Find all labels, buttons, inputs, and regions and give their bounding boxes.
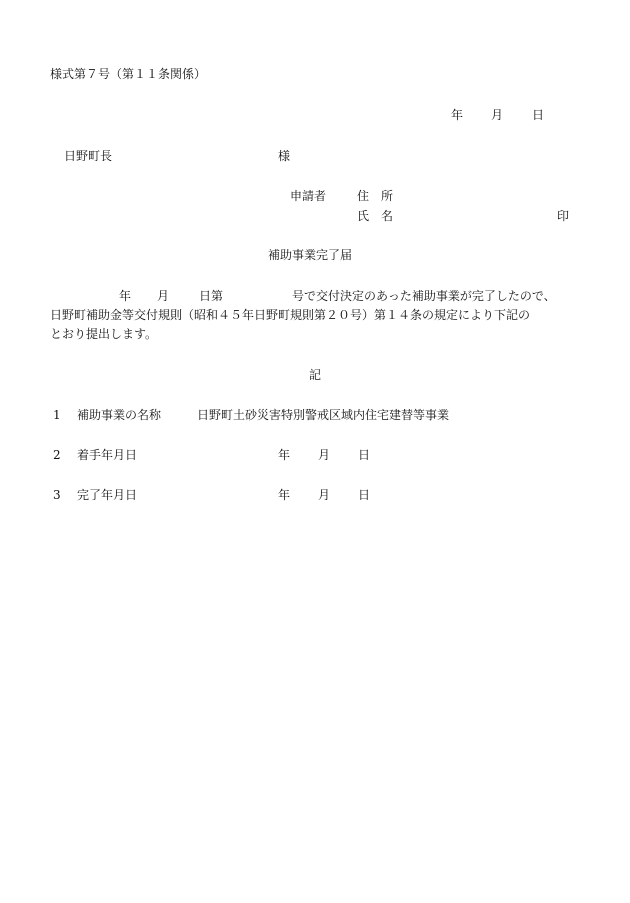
- date-year: 年: [451, 108, 464, 122]
- body-day-number: 日第: [199, 289, 224, 303]
- seal-mark: 印: [557, 209, 570, 223]
- addressee-honorific: 様: [278, 149, 291, 163]
- addressee-name: 日野町長: [64, 149, 113, 163]
- item-value: 日野町土砂災害特別警戒区域内住宅建替等事業: [197, 408, 450, 422]
- item-month: 月: [318, 448, 331, 462]
- item-day: 日: [358, 448, 371, 462]
- ki-heading: 記: [309, 368, 322, 382]
- body-line2: 日野町補助金等交付規則（昭和４５年日野町規則第２０号）第１４条の規定により下記の: [50, 308, 531, 322]
- document-title: 補助事業完了届: [268, 248, 353, 262]
- item-day: 日: [358, 488, 371, 502]
- body-month: 月: [157, 289, 170, 303]
- item-year: 年: [278, 448, 291, 462]
- applicant-label: 申請者: [290, 189, 327, 203]
- name-label: 氏 名: [357, 209, 394, 223]
- form-number: 様式第７号（第１１条関係）: [50, 67, 207, 81]
- body-line3: とおり提出します。: [50, 327, 158, 341]
- item-year: 年: [278, 488, 291, 502]
- item-label: 補助事業の名称: [77, 408, 162, 422]
- body-year: 年: [119, 289, 132, 303]
- item-number: 2: [53, 448, 61, 462]
- item-number: 3: [53, 488, 61, 502]
- date-day: 日: [532, 108, 545, 122]
- item-label: 着手年月日: [77, 448, 138, 462]
- address-label: 住 所: [357, 189, 394, 203]
- date-month: 月: [491, 108, 504, 122]
- item-month: 月: [318, 488, 331, 502]
- item-label: 完了年月日: [77, 488, 138, 502]
- item-number: 1: [53, 408, 61, 422]
- body-line1-rest: 号で交付決定のあった補助事業が完了したので、: [292, 289, 556, 303]
